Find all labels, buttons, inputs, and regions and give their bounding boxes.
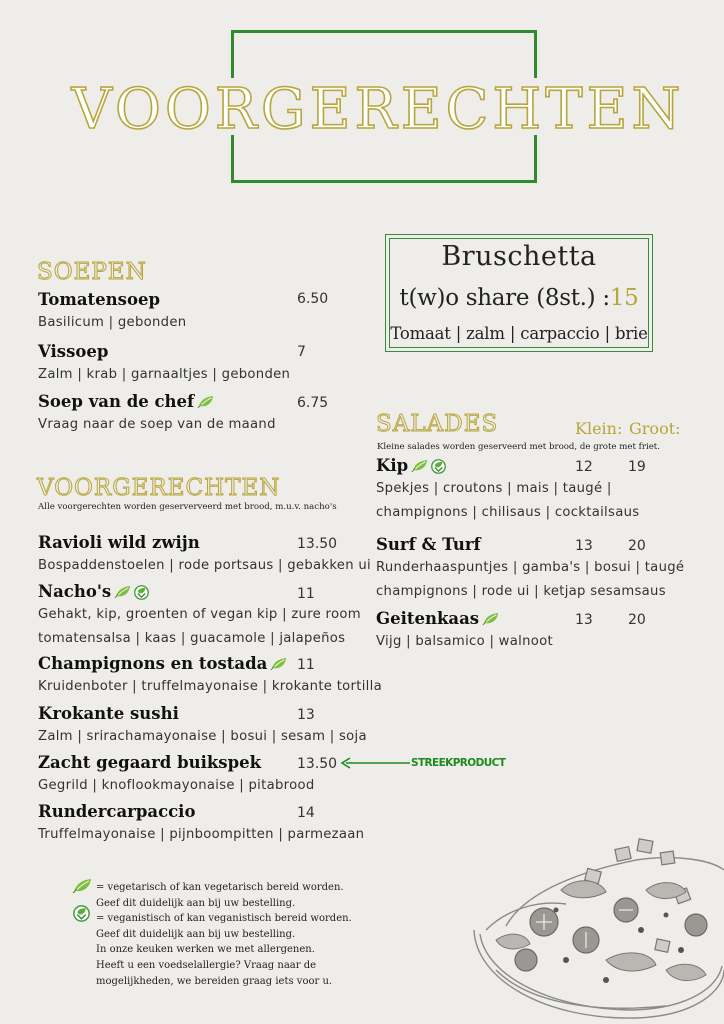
item-price: 6.75 — [297, 395, 329, 411]
item-price: 6.50 — [297, 291, 329, 307]
bruschetta-sub-text: t(w)o share (8st.) : — [399, 285, 610, 311]
page-title: VOORGERECHTEN — [71, 77, 685, 142]
item-price-large: 19 — [628, 459, 646, 475]
leaf-icon — [72, 878, 92, 894]
legend — [96, 880, 352, 989]
item-price: 14 — [297, 805, 315, 821]
legend-veg-1: = vegetarisch of kan vegetarisch bereid worden. — [96, 882, 344, 893]
item-name: Ravioli wild zwijn — [38, 533, 200, 552]
item-price-small: 13 — [575, 612, 593, 628]
item-name-row — [376, 455, 639, 477]
item-name-row — [38, 653, 382, 675]
vegan-icon — [431, 459, 446, 474]
vegan-icon — [73, 905, 90, 922]
voorgerechten-note: Alle voorgerechten worden geserverveerd met brood, m.u.v. nacho's — [38, 502, 337, 512]
item-price: 13.50 — [297, 536, 338, 552]
item-desc: Bospaddenstoelen | rode portsaus | gebakken ui — [38, 558, 371, 573]
item-price-large: 20 — [628, 612, 646, 628]
title-frame-bottom — [231, 135, 537, 183]
legend-allergen-3: mogelijkheden, we bereiden graag iets voor u. — [96, 975, 333, 987]
bruschetta-list: Tomaat | zalm | carpaccio | brie — [390, 324, 648, 343]
item-name: Zacht gegaard buikspek — [38, 753, 262, 772]
item-name: Nacho's — [38, 582, 112, 601]
streekproduct-label: STREEKPRODUCT — [411, 757, 506, 769]
item-name: Krokante sushi — [38, 704, 179, 723]
leaf-icon — [270, 657, 287, 671]
item-desc: Kruidenboter | truffelmayonaise | krokante tortilla — [38, 679, 382, 694]
size-small-header: Klein: — [575, 419, 623, 438]
leaf-icon — [114, 585, 131, 599]
item-name: Rundercarpaccio — [38, 802, 196, 821]
legend-veg-2: Geef dit duidelijk aan bij uw bestelling. — [96, 897, 296, 909]
leaf-icon — [482, 612, 499, 626]
item-price-small: 12 — [575, 459, 593, 475]
title-frame-top — [231, 30, 537, 78]
legend-vegan-1: = veganistisch of kan veganistisch bereid worden. — [96, 913, 352, 925]
item-desc: Gegrild | knoflookmayonaise | pitabrood — [38, 778, 315, 793]
item-desc: Vijg | balsamico | walnoot — [376, 634, 553, 649]
item-desc: Runderhaaspuntjes | gamba's | bosui | taugé — [376, 560, 685, 575]
leaf-icon — [411, 459, 428, 473]
item-desc: Zalm | krab | garnaaltjes | gebonden — [38, 367, 291, 382]
voorgerechten-heading: VOORGERECHTEN — [37, 475, 281, 501]
item-desc-2: tomatensalsa | kaas | guacamole | jalapeños — [38, 631, 346, 646]
legend-allergen-2: Heeft u een voedselallergie? Vraag naar de — [96, 959, 317, 971]
salades-note: Kleine salades worden geserveerd met brood, de grote met friet. — [377, 442, 660, 452]
menu-item — [376, 455, 639, 525]
menu-item — [38, 653, 382, 699]
salad-bowl-illustration — [466, 830, 724, 1024]
item-name: Vissoep — [38, 342, 109, 361]
bruschetta-price: 15 — [609, 285, 639, 311]
menu-item — [38, 391, 276, 437]
item-price: 11 — [297, 657, 315, 673]
item-name-row — [38, 391, 276, 413]
item-desc: Basilicum | gebonden — [38, 315, 187, 330]
item-desc: Spekjes | croutons | mais | taugé | — [376, 481, 612, 496]
item-name-row — [376, 608, 553, 630]
item-desc: Gehakt, kip, groenten of vegan kip | zure room — [38, 607, 361, 622]
item-price: 13 — [297, 707, 315, 723]
item-desc-2: champignons | chilisaus | cocktailsaus — [376, 505, 640, 520]
arrow-left-icon — [340, 756, 412, 770]
item-name: Geitenkaas — [376, 609, 480, 628]
leaf-icon — [197, 395, 214, 409]
soepen-heading: SOEPEN — [37, 259, 147, 285]
item-name: Champignons en tostada — [38, 654, 268, 673]
menu-item — [38, 801, 364, 847]
item-desc: Vraag naar de soep van de maand — [38, 417, 276, 432]
item-name: Tomatensoep — [38, 290, 160, 309]
menu-item — [38, 752, 315, 798]
item-name: Kip — [376, 456, 409, 475]
item-desc-2: champignons | rode ui | ketjap sesamsaus — [376, 584, 666, 599]
bruschetta-box — [385, 234, 653, 352]
vegan-icon — [134, 585, 149, 600]
bruschetta-title: Bruschetta — [441, 241, 597, 272]
item-price: 7 — [297, 344, 306, 360]
legend-vegan-2: Geef dit duidelijk aan bij uw bestelling. — [96, 928, 296, 940]
item-desc: Zalm | srirachamayonaise | bosui | sesam | soja — [38, 729, 367, 744]
item-price-large: 20 — [628, 538, 646, 554]
item-name: Soep van de chef — [38, 392, 195, 411]
menu-item — [38, 289, 186, 335]
salades-heading: SALADES — [376, 411, 499, 437]
item-desc: Truffelmayonaise | pijnboompitten | parmezaan — [38, 827, 365, 842]
item-name: Surf & Turf — [376, 535, 481, 554]
item-price: 13.50 — [297, 756, 338, 772]
bruschetta-sub — [386, 285, 652, 311]
item-price: 11 — [297, 586, 315, 602]
item-price-small: 13 — [575, 538, 593, 554]
menu-item — [38, 341, 290, 387]
legend-allergen-1: In onze keuken werken we met allergenen. — [96, 944, 315, 956]
size-large-header: Groot: — [629, 419, 681, 438]
menu-item — [376, 608, 553, 654]
menu-item — [38, 703, 367, 749]
